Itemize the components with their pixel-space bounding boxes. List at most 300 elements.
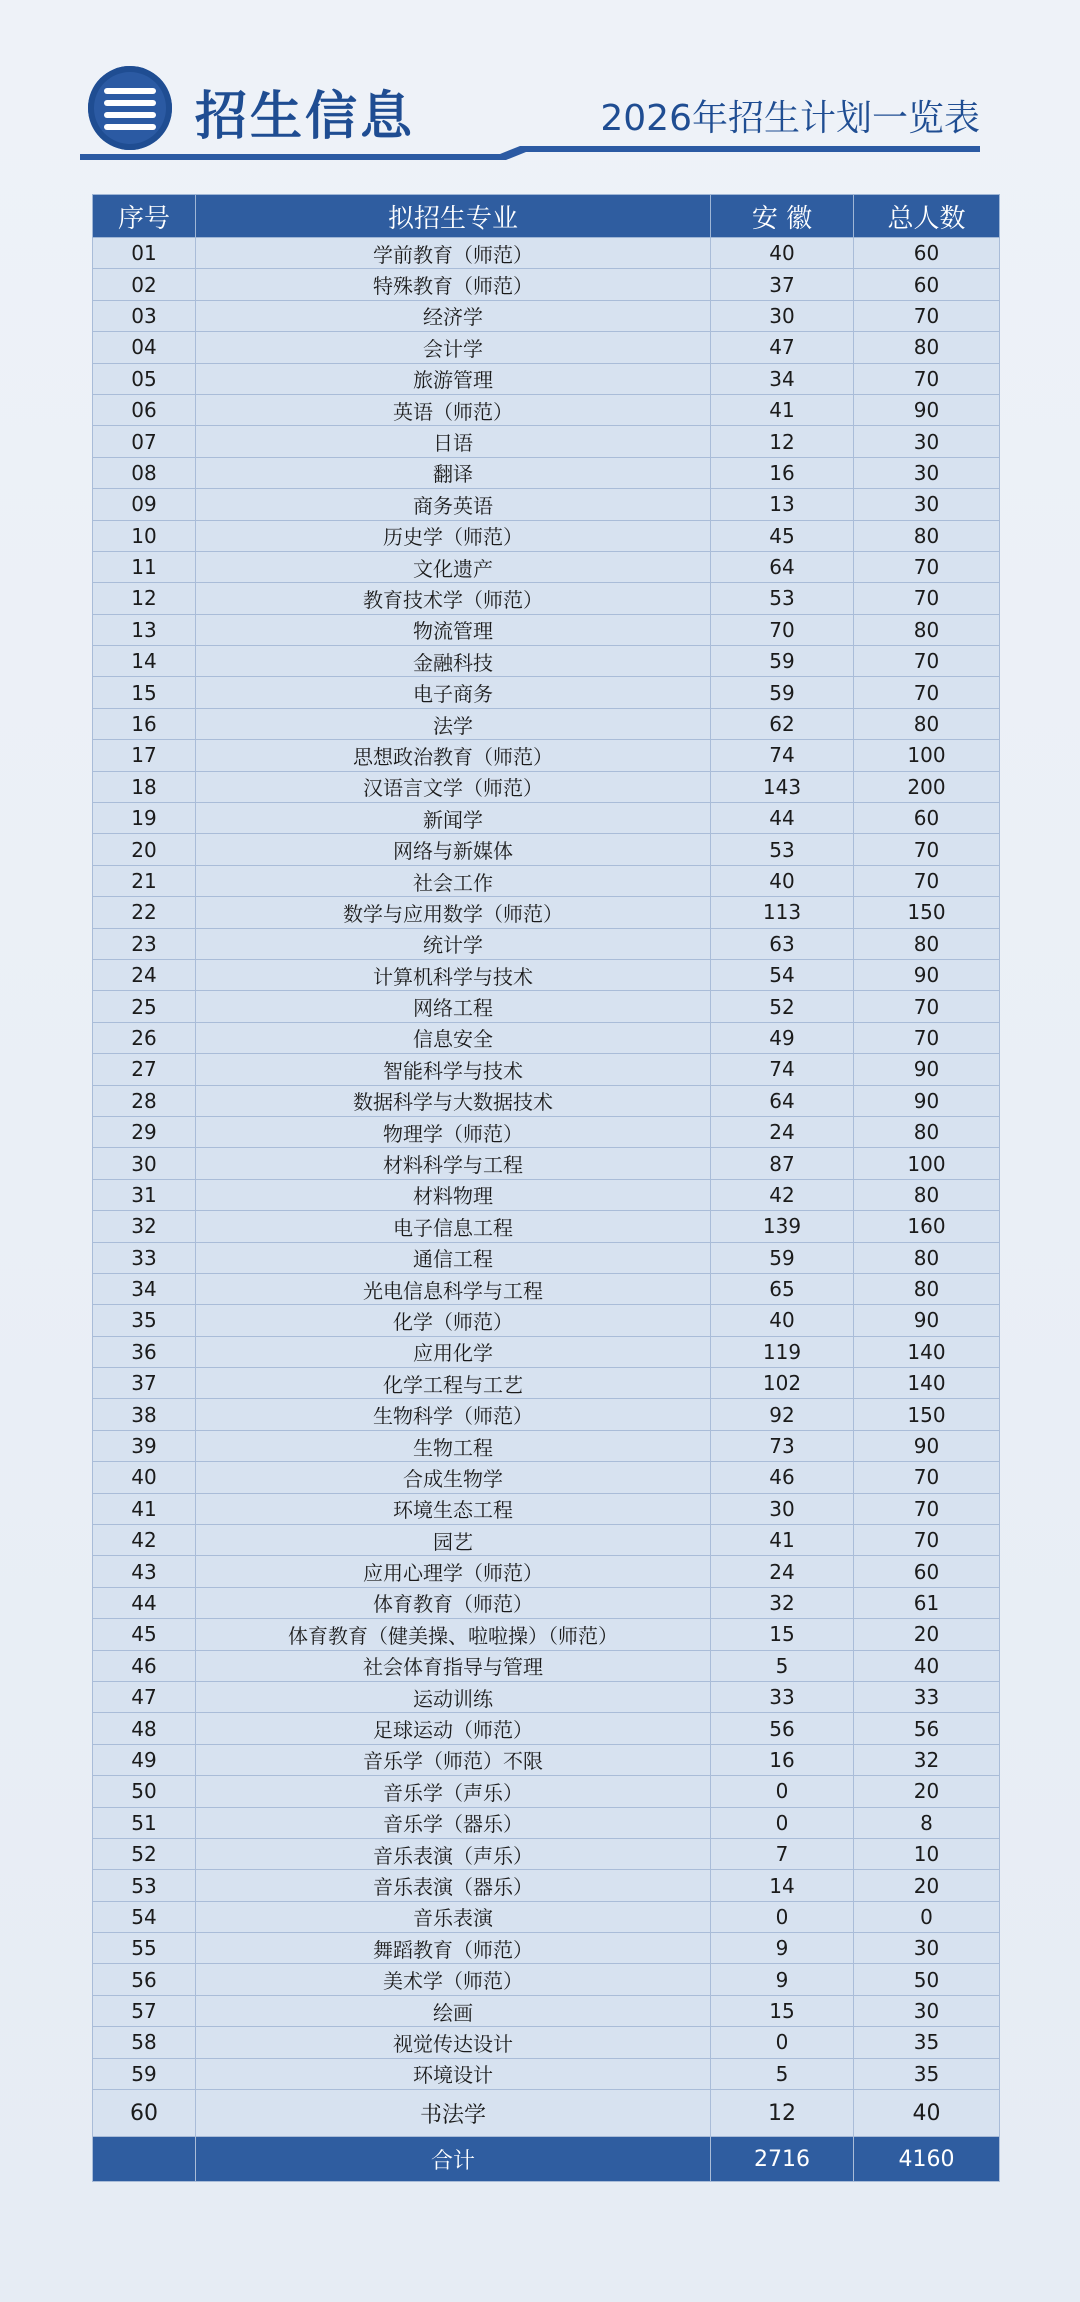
row-no-cell: 43 [93,1556,196,1587]
row-major-cell: 体育教育（师范） [196,1587,711,1618]
row-no-cell: 27 [93,1054,196,1085]
row-anhui-cell: 40 [711,865,854,896]
row-anhui-cell: 9 [711,1964,854,1995]
row-major-cell: 历史学（师范） [196,520,711,551]
table-row [93,1650,1000,1681]
row-no-cell: 15 [93,677,196,708]
row-no-cell: 04 [93,332,196,363]
row-no-cell: 10 [93,520,196,551]
row-total-cell: 60 [854,1556,1000,1587]
row-no-cell: 37 [93,1368,196,1399]
row-major-cell: 音乐学（器乐） [196,1807,711,1838]
row-no-cell: 17 [93,740,196,771]
row-no-cell: 40 [93,1462,196,1493]
row-no-cell: 28 [93,1085,196,1116]
row-major-cell: 计算机科学与技术 [196,959,711,990]
table-row [93,1525,1000,1556]
row-anhui-cell: 143 [711,771,854,802]
row-anhui-cell: 37 [711,269,854,300]
table-row [93,959,1000,990]
table-row [93,1838,1000,1869]
table-row [93,489,1000,520]
row-total-cell: 30 [854,1995,1000,2026]
table-row [93,363,1000,394]
row-total-cell: 20 [854,1776,1000,1807]
table-row [93,1776,1000,1807]
row-total-cell: 80 [854,1116,1000,1147]
row-total-cell: 30 [854,1933,1000,1964]
row-no-cell: 46 [93,1650,196,1681]
row-total-cell: 35 [854,2058,1000,2089]
row-major-cell: 日语 [196,426,711,457]
header [80,60,980,160]
table-row [93,1713,1000,1744]
row-major-cell: 运动训练 [196,1681,711,1712]
table-row [93,238,1000,269]
row-no-cell: 16 [93,708,196,739]
row-total-cell: 30 [854,489,1000,520]
row-no-cell: 30 [93,1148,196,1179]
row-anhui-cell: 73 [711,1430,854,1461]
row-major-cell: 统计学 [196,928,711,959]
row-no-cell: 38 [93,1399,196,1430]
row-major-cell: 环境生态工程 [196,1493,711,1524]
row-no-cell: 45 [93,1619,196,1650]
row-anhui-cell: 24 [711,1116,854,1147]
row-anhui-cell: 59 [711,677,854,708]
row-total-cell: 56 [854,1713,1000,1744]
row-no-cell: 07 [93,426,196,457]
row-no-cell: 24 [93,959,196,990]
row-anhui-cell: 34 [711,363,854,394]
row-major-cell: 环境设计 [196,2058,711,2089]
row-total-cell: 70 [854,1462,1000,1493]
table-row [93,803,1000,834]
row-anhui-cell: 47 [711,332,854,363]
row-anhui-cell: 65 [711,1273,854,1304]
row-no-cell: 18 [93,771,196,802]
row-anhui-cell: 74 [711,740,854,771]
row-total-cell: 70 [854,1022,1000,1053]
row-total-cell: 150 [854,897,1000,928]
table-row [93,2090,1000,2137]
row-anhui-cell: 15 [711,1619,854,1650]
row-anhui-cell: 102 [711,1368,854,1399]
row-major-cell: 网络工程 [196,991,711,1022]
row-anhui-cell: 56 [711,1713,854,1744]
table-row [93,332,1000,363]
row-total-cell: 70 [854,1525,1000,1556]
row-anhui-cell: 53 [711,583,854,614]
row-major-cell: 特殊教育（师范） [196,269,711,300]
row-major-cell: 电子信息工程 [196,1211,711,1242]
table-row [93,1933,1000,1964]
row-major-cell: 旅游管理 [196,363,711,394]
row-no-cell: 42 [93,1525,196,1556]
row-major-cell: 园艺 [196,1525,711,1556]
row-no-cell: 48 [93,1713,196,1744]
table-row [93,1587,1000,1618]
row-anhui-cell: 62 [711,708,854,739]
row-major-cell: 书法学 [196,2090,711,2137]
table-row [93,1462,1000,1493]
row-anhui-cell: 92 [711,1399,854,1430]
row-total-cell: 33 [854,1681,1000,1712]
row-major-cell: 网络与新媒体 [196,834,711,865]
row-no-cell: 11 [93,551,196,582]
row-total-cell: 80 [854,614,1000,645]
row-anhui-cell: 41 [711,1525,854,1556]
row-anhui-cell: 40 [711,1305,854,1336]
row-no-cell: 13 [93,614,196,645]
row-major-cell: 新闻学 [196,803,711,834]
row-no-cell: 53 [93,1870,196,1901]
row-total-cell: 20 [854,1619,1000,1650]
table-row [93,1399,1000,1430]
table-row [93,1273,1000,1304]
row-major-cell: 应用心理学（师范） [196,1556,711,1587]
row-no-cell: 50 [93,1776,196,1807]
row-total-cell: 32 [854,1744,1000,1775]
row-no-cell: 19 [93,803,196,834]
row-total-cell: 80 [854,332,1000,363]
table-row [93,2058,1000,2089]
row-total-cell: 90 [854,1085,1000,1116]
row-anhui-cell: 0 [711,1807,854,1838]
row-major-cell: 社会工作 [196,865,711,896]
row-no-cell: 02 [93,269,196,300]
row-no-cell: 31 [93,1179,196,1210]
row-anhui-cell: 46 [711,1462,854,1493]
row-major-cell: 教育技术学（师范） [196,583,711,614]
row-no-cell: 12 [93,583,196,614]
table-row [93,1116,1000,1147]
row-no-cell: 34 [93,1273,196,1304]
table-row [93,1179,1000,1210]
row-no-cell: 03 [93,300,196,331]
table-row [93,300,1000,331]
row-anhui-cell: 24 [711,1556,854,1587]
row-total-cell: 60 [854,269,1000,300]
table-row [93,1964,1000,1995]
table-row [93,1054,1000,1085]
row-major-cell: 智能科学与技术 [196,1054,711,1085]
row-total-cell: 70 [854,834,1000,865]
row-total-cell: 60 [854,803,1000,834]
row-major-cell: 光电信息科学与工程 [196,1273,711,1304]
row-major-cell: 体育教育（健美操、啦啦操）（师范） [196,1619,711,1650]
row-total-cell: 90 [854,1430,1000,1461]
table-row [93,771,1000,802]
row-total-cell: 70 [854,300,1000,331]
row-total-cell: 80 [854,1179,1000,1210]
row-no-cell: 06 [93,394,196,425]
enrollment-table-wrap [92,194,987,2182]
table-row [93,1368,1000,1399]
table-row [93,1022,1000,1053]
table-row [93,1995,1000,2026]
row-total-cell: 90 [854,394,1000,425]
row-major-cell: 视觉传达设计 [196,2027,711,2058]
column-header-major: 拟招生专业 [196,195,711,238]
row-anhui-cell: 16 [711,1744,854,1775]
table-row [93,1242,1000,1273]
row-no-cell: 57 [93,1995,196,2026]
table-row [93,614,1000,645]
row-no-cell: 23 [93,928,196,959]
row-anhui-cell: 30 [711,300,854,331]
column-header-total: 总人数 [854,195,1000,238]
row-total-cell: 90 [854,959,1000,990]
row-total-cell: 80 [854,1273,1000,1304]
row-no-cell: 20 [93,834,196,865]
table-row [93,2027,1000,2058]
row-anhui-cell: 0 [711,1901,854,1932]
table-row [93,1085,1000,1116]
page-subtitle: 2026年招生计划一览表 [600,98,980,139]
row-no-cell: 25 [93,991,196,1022]
table-row [93,1305,1000,1336]
row-anhui-cell: 53 [711,834,854,865]
row-major-cell: 会计学 [196,332,711,363]
table-row [93,520,1000,551]
row-anhui-cell: 0 [711,2027,854,2058]
row-total-cell: 0 [854,1901,1000,1932]
row-total-cell: 70 [854,363,1000,394]
row-major-cell: 物流管理 [196,614,711,645]
row-anhui-cell: 59 [711,1242,854,1273]
row-total-cell: 35 [854,2027,1000,2058]
row-major-cell: 生物科学（师范） [196,1399,711,1430]
row-anhui-cell: 5 [711,2058,854,2089]
row-total-cell: 90 [854,1305,1000,1336]
row-no-cell: 22 [93,897,196,928]
table-row [93,865,1000,896]
row-anhui-cell: 41 [711,394,854,425]
row-major-cell: 美术学（师范） [196,1964,711,1995]
row-total-cell: 140 [854,1368,1000,1399]
row-anhui-cell: 64 [711,1085,854,1116]
row-major-cell: 电子商务 [196,677,711,708]
table-row [93,897,1000,928]
table-row [93,1336,1000,1367]
row-total-cell: 160 [854,1211,1000,1242]
row-no-cell: 08 [93,457,196,488]
row-no-cell: 44 [93,1587,196,1618]
row-major-cell: 社会体育指导与管理 [196,1650,711,1681]
row-no-cell: 54 [93,1901,196,1932]
row-major-cell: 数学与应用数学（师范） [196,897,711,928]
row-total-cell: 80 [854,708,1000,739]
table-row [93,1901,1000,1932]
row-total-cell: 30 [854,457,1000,488]
row-anhui-cell: 5 [711,1650,854,1681]
row-no-cell: 52 [93,1838,196,1869]
row-anhui-cell: 9 [711,1933,854,1964]
row-anhui-cell: 87 [711,1148,854,1179]
row-major-cell: 音乐表演 [196,1901,711,1932]
row-no-cell: 26 [93,1022,196,1053]
title-underline [80,146,980,160]
row-anhui-cell: 64 [711,551,854,582]
row-no-cell: 33 [93,1242,196,1273]
row-anhui-cell: 70 [711,614,854,645]
row-major-cell: 生物工程 [196,1430,711,1461]
row-anhui-cell: 44 [711,803,854,834]
row-total-cell: 50 [854,1964,1000,1995]
row-anhui-cell: 40 [711,238,854,269]
row-total-cell: 100 [854,1148,1000,1179]
row-no-cell: 35 [93,1305,196,1336]
table-row [93,677,1000,708]
row-major-cell: 舞蹈教育（师范） [196,1933,711,1964]
row-major-cell: 金融科技 [196,646,711,677]
row-major-cell: 商务英语 [196,489,711,520]
row-no-cell: 32 [93,1211,196,1242]
row-no-cell: 51 [93,1807,196,1838]
row-no-cell: 01 [93,238,196,269]
row-total-cell: 80 [854,1242,1000,1273]
table-total-row [93,2137,1000,2182]
row-anhui-cell: 74 [711,1054,854,1085]
table-row [93,1556,1000,1587]
row-no-cell: 05 [93,363,196,394]
row-major-cell: 化学工程与工艺 [196,1368,711,1399]
row-major-cell: 物理学（师范） [196,1116,711,1147]
row-major-cell: 音乐表演（声乐） [196,1838,711,1869]
row-total-cell: 80 [854,520,1000,551]
row-major-cell: 英语（师范） [196,394,711,425]
table-row [93,1744,1000,1775]
row-no-cell: 29 [93,1116,196,1147]
total-no-cell [93,2137,196,2182]
total-label-cell: 合计 [196,2137,711,2182]
row-total-cell: 40 [854,1650,1000,1681]
row-total-cell: 70 [854,677,1000,708]
row-no-cell: 41 [93,1493,196,1524]
row-major-cell: 音乐学（师范）不限 [196,1744,711,1775]
row-major-cell: 合成生物学 [196,1462,711,1493]
row-major-cell: 足球运动（师范） [196,1713,711,1744]
row-total-cell: 30 [854,426,1000,457]
table-row [93,646,1000,677]
table-row [93,551,1000,582]
row-no-cell: 14 [93,646,196,677]
table-row [93,1807,1000,1838]
row-anhui-cell: 7 [711,1838,854,1869]
row-anhui-cell: 113 [711,897,854,928]
total-total-cell: 4160 [854,2137,1000,2182]
row-total-cell: 70 [854,991,1000,1022]
row-anhui-cell: 42 [711,1179,854,1210]
row-total-cell: 90 [854,1054,1000,1085]
table-row [93,1870,1000,1901]
row-total-cell: 100 [854,740,1000,771]
row-no-cell: 56 [93,1964,196,1995]
row-major-cell: 绘画 [196,1995,711,2026]
row-major-cell: 经济学 [196,300,711,331]
row-no-cell: 55 [93,1933,196,1964]
row-total-cell: 70 [854,646,1000,677]
total-anhui-cell: 2716 [711,2137,854,2182]
table-header-row [93,195,1000,238]
row-anhui-cell: 49 [711,1022,854,1053]
row-total-cell: 10 [854,1838,1000,1869]
row-anhui-cell: 33 [711,1681,854,1712]
row-major-cell: 化学（师范） [196,1305,711,1336]
row-major-cell: 信息安全 [196,1022,711,1053]
row-total-cell: 150 [854,1399,1000,1430]
row-total-cell: 70 [854,1493,1000,1524]
table-row [93,426,1000,457]
enrollment-table [92,194,1000,2182]
row-anhui-cell: 12 [711,426,854,457]
page-title: 招生信息 [195,87,416,147]
row-anhui-cell: 16 [711,457,854,488]
row-major-cell: 文化遗产 [196,551,711,582]
row-major-cell: 材料科学与工程 [196,1148,711,1179]
row-no-cell: 36 [93,1336,196,1367]
row-anhui-cell: 54 [711,959,854,990]
row-total-cell: 60 [854,238,1000,269]
table-row [93,1148,1000,1179]
row-total-cell: 40 [854,2090,1000,2137]
row-no-cell: 59 [93,2058,196,2089]
row-no-cell: 21 [93,865,196,896]
row-anhui-cell: 32 [711,1587,854,1618]
row-major-cell: 法学 [196,708,711,739]
row-anhui-cell: 139 [711,1211,854,1242]
table-row [93,269,1000,300]
table-row [93,394,1000,425]
table-row [93,928,1000,959]
row-anhui-cell: 30 [711,1493,854,1524]
row-anhui-cell: 119 [711,1336,854,1367]
column-header-no: 序号 [93,195,196,238]
table-body [93,238,1000,2137]
row-total-cell: 20 [854,1870,1000,1901]
row-major-cell: 音乐学（声乐） [196,1776,711,1807]
row-major-cell: 材料物理 [196,1179,711,1210]
row-anhui-cell: 52 [711,991,854,1022]
row-major-cell: 通信工程 [196,1242,711,1273]
stripes-circle-icon [88,66,172,150]
row-no-cell: 58 [93,2027,196,2058]
table-row [93,708,1000,739]
row-anhui-cell: 63 [711,928,854,959]
row-anhui-cell: 59 [711,646,854,677]
table-row [93,834,1000,865]
row-major-cell: 汉语言文学（师范） [196,771,711,802]
row-anhui-cell: 14 [711,1870,854,1901]
table-row [93,457,1000,488]
row-major-cell: 思想政治教育（师范） [196,740,711,771]
row-no-cell: 47 [93,1681,196,1712]
table-row [93,1681,1000,1712]
table-row [93,583,1000,614]
row-no-cell: 39 [93,1430,196,1461]
row-anhui-cell: 13 [711,489,854,520]
table-row [93,740,1000,771]
row-total-cell: 8 [854,1807,1000,1838]
row-total-cell: 70 [854,865,1000,896]
row-no-cell: 09 [93,489,196,520]
row-total-cell: 70 [854,583,1000,614]
row-anhui-cell: 0 [711,1776,854,1807]
row-major-cell: 应用化学 [196,1336,711,1367]
row-major-cell: 数据科学与大数据技术 [196,1085,711,1116]
row-no-cell: 60 [93,2090,196,2137]
